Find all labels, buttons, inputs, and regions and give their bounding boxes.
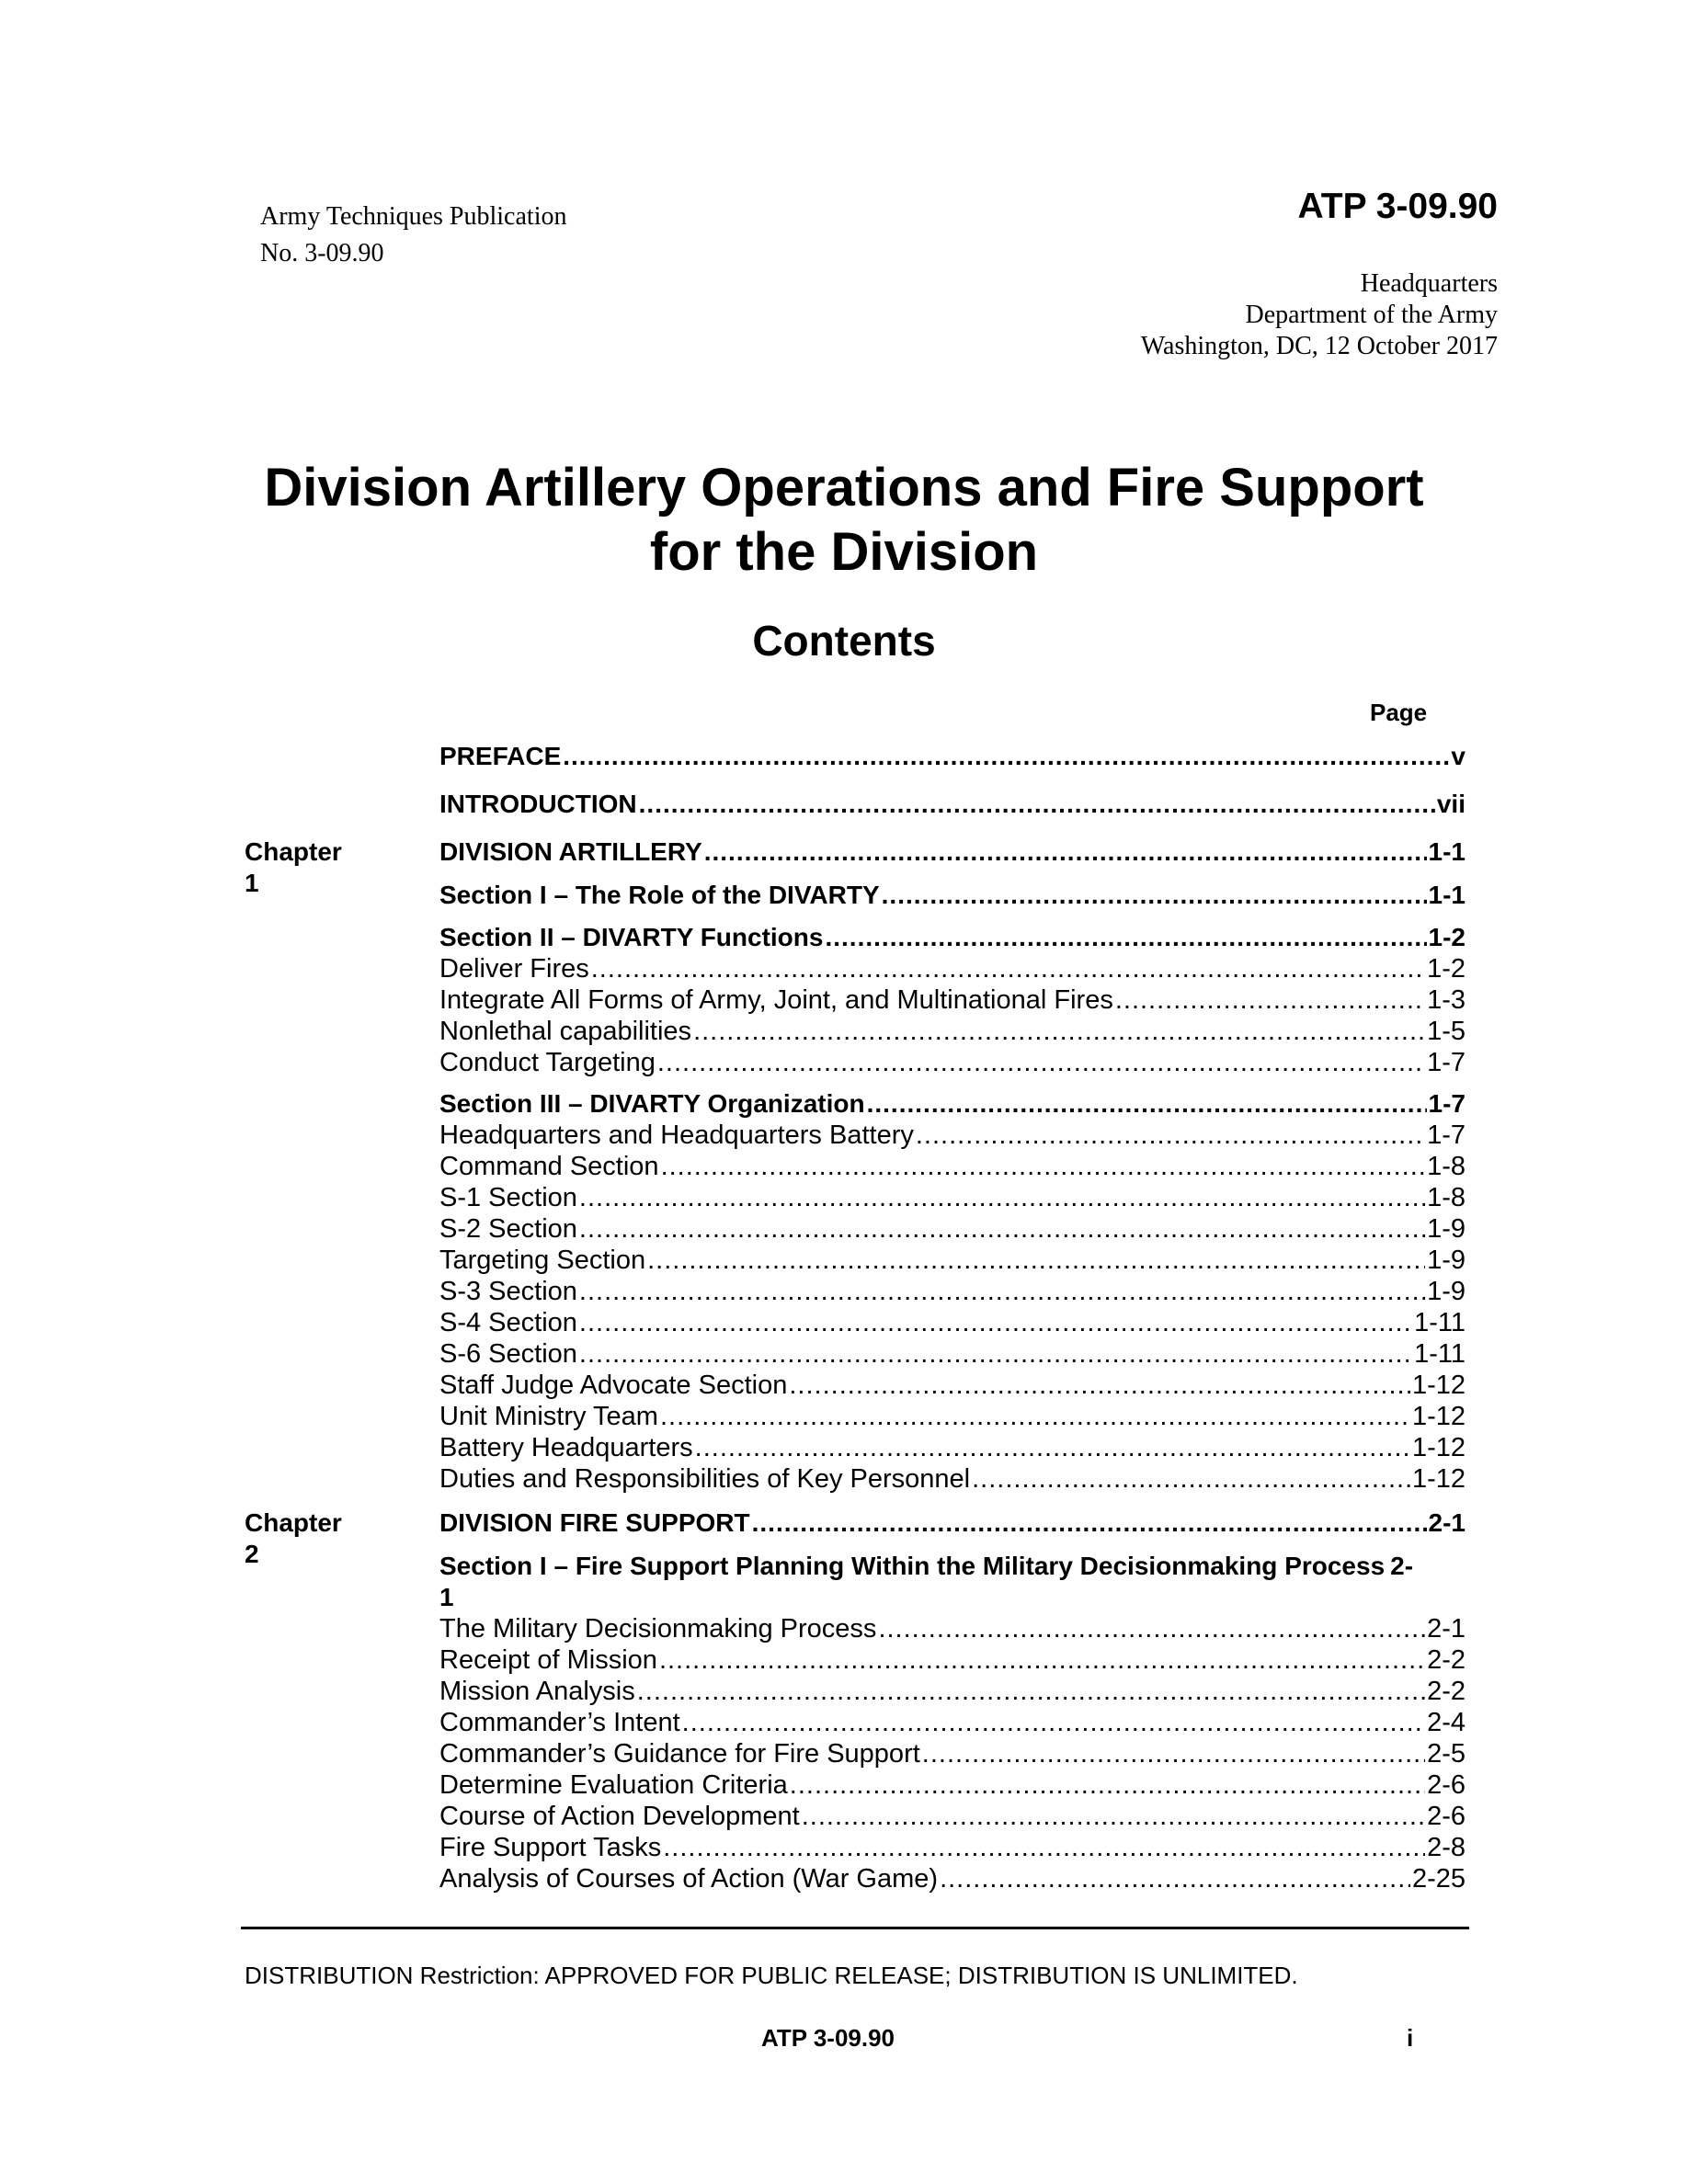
toc-entry-page: 2-8	[1427, 1833, 1466, 1862]
toc-entry-page: 1-9	[1427, 1214, 1466, 1244]
toc-entry-title: Determine Evaluation Criteria	[439, 1770, 788, 1800]
toc-entry[interactable]	[439, 953, 1466, 984]
dot-leader	[579, 1213, 1425, 1245]
toc-entry[interactable]	[439, 1120, 1466, 1151]
dot-leader	[657, 1047, 1425, 1078]
toc-entry-title: Commander’s Guidance for Fire Support	[439, 1739, 920, 1769]
toc-entry[interactable]	[439, 1676, 1466, 1707]
page-column-label: Page	[1370, 699, 1428, 726]
toc-entry-page: vii	[1436, 790, 1466, 818]
toc-entry-ch2-section-1[interactable]	[439, 1551, 1466, 1613]
toc-entry[interactable]	[439, 1047, 1466, 1078]
chapter-2-label: Chapter 2	[245, 1508, 342, 1568]
dot-leader	[563, 741, 1449, 772]
dot-leader	[695, 1432, 1410, 1463]
toc-entry-title: The Military Decisionmaking Process	[439, 1614, 877, 1644]
dot-leader	[878, 1613, 1425, 1644]
dot-leader	[940, 1863, 1410, 1894]
toc-entry-title: Command Section	[439, 1152, 659, 1181]
toc-entry-page: 2-5	[1427, 1739, 1466, 1769]
dot-leader	[1115, 984, 1425, 1016]
toc-entry[interactable]	[439, 1707, 1466, 1738]
dot-leader	[591, 953, 1425, 984]
toc-entry-page: 1-8	[1427, 1183, 1466, 1212]
hq-line-3: Washington, DC, 12 October 2017	[1140, 332, 1498, 360]
chapter-1-label: Chapter 1	[245, 837, 342, 897]
toc-entry-page: 1-1	[1428, 837, 1466, 866]
footer-page-number: i	[1407, 2024, 1414, 2052]
toc-entry-page: 1-2	[1427, 954, 1466, 984]
toc-entry-chapter-1[interactable]	[439, 836, 1466, 868]
toc-entry-title: Fire Support Tasks	[439, 1833, 662, 1862]
toc-entry-title: Commander’s Intent	[439, 1708, 680, 1737]
toc-entry-ch1-section-2[interactable]	[439, 922, 1466, 953]
toc-entry[interactable]	[439, 1432, 1466, 1463]
dot-leader	[867, 1088, 1427, 1120]
dot-leader	[639, 789, 1435, 820]
toc-entry-ch1-section-3[interactable]	[439, 1088, 1466, 1120]
toc-entry-title: Section II – DIVARTY Functions	[439, 923, 824, 951]
dot-leader	[647, 1245, 1425, 1276]
dot-leader	[882, 880, 1427, 911]
toc-entry-page-continued: 1	[439, 1583, 454, 1611]
dot-leader	[663, 1832, 1425, 1863]
toc-entry-page: 1-11	[1414, 1308, 1466, 1337]
document-title	[0, 456, 1688, 585]
toc-entry-page: 2-4	[1427, 1708, 1466, 1737]
toc-entry-title: Section I – Fire Support Planning Within the Military Decisionmaking Process	[439, 1552, 1386, 1580]
toc-entry-title: Receipt of Mission	[439, 1645, 657, 1675]
toc-entry-page: 1-12	[1411, 1371, 1466, 1400]
toc-entry-page: 1-7	[1428, 1089, 1466, 1118]
toc-entry[interactable]	[439, 1863, 1466, 1894]
toc-entry-page: 1-12	[1411, 1464, 1466, 1494]
toc-entry-title: Deliver Fires	[439, 954, 589, 984]
hq-line-2: Department of the Army	[1245, 301, 1498, 329]
dot-leader	[579, 1182, 1425, 1213]
toc-entry-title: PREFACE	[439, 742, 562, 770]
dot-leader	[660, 1401, 1410, 1432]
toc-entry[interactable]	[439, 1613, 1466, 1644]
headquarters-block	[1141, 268, 1498, 362]
toc-entry[interactable]	[439, 984, 1466, 1016]
toc-entry-page: 1-9	[1427, 1246, 1466, 1275]
dot-leader	[637, 1676, 1425, 1707]
toc-entry[interactable]	[439, 1338, 1466, 1370]
toc-entry-preface[interactable]	[439, 741, 1466, 772]
toc-entry-page: 1-5	[1427, 1017, 1466, 1046]
publication-series-block	[260, 199, 566, 272]
publication-code: ATP 3-09.90	[1297, 187, 1498, 226]
toc-entry[interactable]	[439, 1644, 1466, 1676]
toc-entry-page: 2-6	[1427, 1802, 1466, 1831]
toc-entry[interactable]	[439, 1276, 1466, 1307]
publication-series: Army Techniques Publication	[260, 202, 567, 231]
toc-entry[interactable]	[439, 1182, 1466, 1213]
title-line-2: for the Division	[649, 522, 1039, 582]
dot-leader	[682, 1707, 1425, 1738]
toc-entry[interactable]	[439, 1370, 1466, 1401]
toc-entry-title: Conduct Targeting	[439, 1048, 656, 1077]
toc-entry-page: 1-2	[1428, 923, 1466, 951]
toc-entry-page: 1-12	[1411, 1433, 1466, 1462]
footer-divider	[241, 1927, 1469, 1929]
publication-number: No. 3-09.90	[260, 239, 384, 267]
toc-entry-page: 1-11	[1414, 1339, 1466, 1369]
toc-entry-page: 1-1	[1428, 881, 1466, 909]
toc-entry-introduction[interactable]	[439, 789, 1466, 820]
toc-entry-page: v	[1451, 742, 1466, 770]
hq-line-1: Headquarters	[1360, 269, 1498, 298]
toc-entry[interactable]	[439, 1151, 1466, 1182]
toc-entry-page: 1-7	[1427, 1120, 1466, 1150]
toc-entry-title: Targeting Section	[439, 1246, 646, 1275]
dot-leader	[659, 1644, 1425, 1676]
dot-leader	[790, 1769, 1425, 1801]
dot-leader	[704, 836, 1427, 868]
toc-entry-page: 2-	[1390, 1552, 1414, 1580]
toc-entry[interactable]	[439, 1016, 1466, 1047]
toc-entry-title: Mission Analysis	[439, 1677, 635, 1706]
toc-entry-page: 1-3	[1427, 985, 1466, 1015]
dot-leader	[922, 1738, 1425, 1769]
toc-entry-title: Headquarters and Headquarters Battery	[439, 1120, 914, 1150]
toc-entry-page: 1-8	[1427, 1152, 1466, 1181]
toc-entry-title: INTRODUCTION	[439, 790, 637, 818]
toc-entry[interactable]	[439, 1307, 1466, 1338]
dot-leader	[661, 1151, 1426, 1182]
toc-entry-title: DIVISION ARTILLERY	[439, 837, 702, 866]
toc-entry-page: 2-25	[1411, 1864, 1466, 1894]
toc-entry-page: 1-7	[1427, 1048, 1466, 1077]
toc-entry-page: 1-12	[1411, 1402, 1466, 1431]
dot-leader	[972, 1463, 1410, 1495]
toc-entry-title: DIVISION FIRE SUPPORT	[439, 1508, 750, 1537]
toc-entry-title: Unit Ministry Team	[439, 1402, 658, 1431]
toc-entry[interactable]	[439, 1769, 1466, 1801]
toc-entry-title: S-1 Section	[439, 1183, 577, 1212]
toc-entry[interactable]	[439, 1401, 1466, 1432]
toc-entry-page: 2-1	[1427, 1614, 1466, 1644]
contents-heading: Contents	[752, 617, 936, 665]
toc-entry[interactable]	[439, 1738, 1466, 1769]
title-line-1: Division Artillery Operations and Fire Support	[264, 458, 1424, 518]
dot-leader	[579, 1276, 1425, 1307]
toc-entry-title: S-4 Section	[439, 1308, 577, 1337]
toc-entry[interactable]	[439, 1832, 1466, 1863]
toc-entry[interactable]	[439, 1245, 1466, 1276]
toc-entry-page: 2-2	[1427, 1645, 1466, 1675]
dot-leader	[789, 1370, 1410, 1401]
toc-entry[interactable]	[439, 1463, 1466, 1495]
toc-entry-title: Battery Headquarters	[439, 1433, 693, 1462]
toc-entry-title: Course of Action Development	[439, 1802, 800, 1831]
toc-entry-title: S-3 Section	[439, 1277, 577, 1306]
toc-entry-title: Staff Judge Advocate Section	[439, 1371, 788, 1400]
toc-entry-title: Nonlethal capabilities	[439, 1017, 692, 1046]
distribution-statement: DISTRIBUTION Restriction: APPROVED FOR PUBLIC RELEASE; DISTRIBUTION IS UNLIMITED.	[245, 1962, 1298, 1989]
toc-entry-title: Duties and Responsibilities of Key Personnel	[439, 1464, 971, 1494]
toc-entry-page: 1-9	[1427, 1277, 1466, 1306]
footer-publication-code: ATP 3-09.90	[761, 2024, 895, 2052]
toc-entry-title: Section III – DIVARTY Organization	[439, 1089, 865, 1118]
toc-entry[interactable]	[439, 1213, 1466, 1245]
toc-entry-ch1-section-1[interactable]	[439, 880, 1466, 911]
toc-entry[interactable]	[439, 1801, 1466, 1832]
toc-entry-title: Section I – The Role of the DIVARTY	[439, 881, 880, 909]
dot-leader	[693, 1016, 1425, 1047]
toc-entry-page: 2-2	[1427, 1677, 1466, 1706]
toc-entry-title: S-2 Section	[439, 1214, 577, 1244]
dot-leader	[825, 922, 1426, 953]
dot-leader	[579, 1307, 1412, 1338]
toc-entry-title: Integrate All Forms of Army, Joint, and Multinational Fires	[439, 985, 1113, 1015]
toc-entry-title: S-6 Section	[439, 1339, 577, 1369]
toc-entry-page: 2-6	[1427, 1770, 1466, 1800]
dot-leader	[802, 1801, 1425, 1832]
dot-leader	[916, 1120, 1425, 1151]
toc-entry-title: Analysis of Courses of Action (War Game)	[439, 1864, 939, 1894]
dot-leader	[579, 1338, 1412, 1370]
toc-entry-page: 2-1	[1428, 1508, 1466, 1537]
toc-entry-chapter-2[interactable]	[439, 1507, 1466, 1539]
dot-leader	[752, 1507, 1427, 1539]
